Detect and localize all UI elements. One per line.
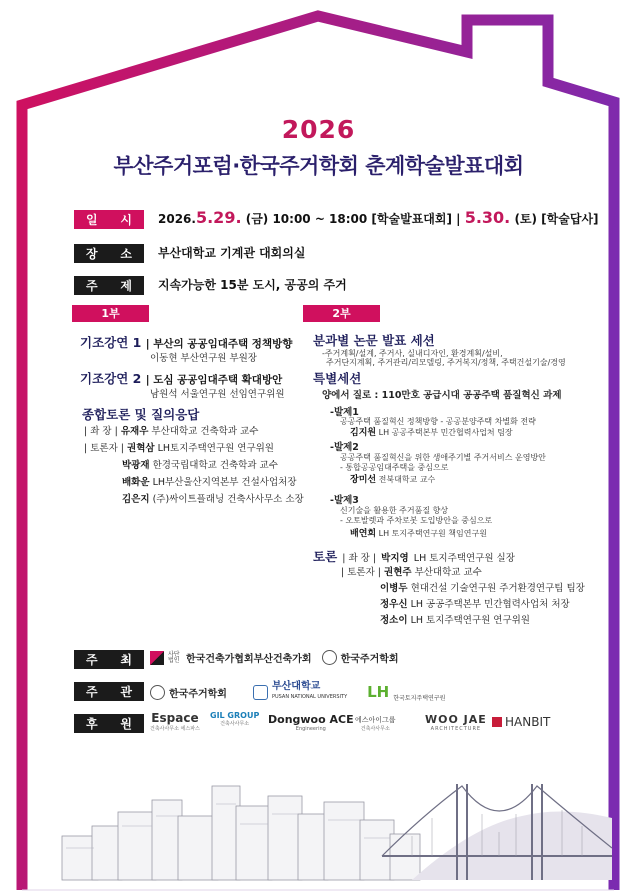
sponsor-dongwoo: Dongwoo ACE Engineering (268, 713, 354, 732)
sponsor-logos (150, 711, 580, 739)
keynote1-speaker: 이동현 부산연구원 부원장 (150, 353, 257, 364)
part2-label: 2부 (303, 305, 380, 322)
city-skyline-illustration (52, 756, 612, 886)
keynote2: 기조강연 2 | 도심 공공임대주택 확대방안 (80, 371, 283, 386)
sponsor-woojae: WOO JAE ARCHITECTURE (425, 713, 487, 732)
sponsor-label: 후 원 (74, 714, 144, 733)
title-main: 부산주거포럼·한국주거학회 춘계학술발표대회 (113, 154, 524, 178)
keynote1: 기조강연 1 | 부산의 공공임대주택 정책방향 (80, 335, 293, 350)
kha-emblem-icon (322, 650, 337, 665)
chair-row: | 좌 장 | 유재우 부산대학교 건축학과 교수 (84, 426, 259, 437)
talk1-topic: 공공주택 품질혁신 정책방향 - 공공분양주택 차별화 전략 (340, 417, 536, 426)
panel-row-3: 배화운 LH부산울산지역본부 건설사업처장 (122, 477, 297, 488)
pnu-emblem-icon (253, 685, 268, 700)
host-label: 주 최 (74, 650, 144, 669)
session-title: 분과별 논문 발표 세션 (313, 333, 435, 348)
panel-row-1: | 토론자 | 권혁삼 LH토지주택연구원 연구위원 (84, 443, 274, 454)
sponsor-espace: Espace 건축사사무소 에스파스 (150, 711, 200, 732)
date-label: 일 시 (74, 210, 144, 229)
talk3-topic2: - 오토발렛과 주차로봇 도입방안을 중심으로 (340, 516, 493, 525)
session-line1: -주거계획/설계, 주거사, 실내디자인, 환경계획/설비, (322, 349, 503, 358)
special-sub: 양에서 질로 : 110만호 공급시대 공공주택 품질혁신 과제 (322, 390, 562, 401)
disc2-panel-row-3: 정우신 LH 공공주택본부 민간협력사업처 처장 (380, 599, 570, 610)
talk1-label: -발제1 (330, 407, 359, 418)
lh-logo: LH (367, 683, 390, 701)
manage-label: 주 관 (74, 682, 144, 701)
manage-logos: 한국주거학회 부산대학교 PUSAN NATIONAL UNIVERSITY LH 한국토지주택연구원 (150, 682, 445, 702)
sponsor-gil: GIL GROUP 건축사사무소 (210, 711, 260, 727)
talk3-topic1: 신기술을 활용한 주거품질 향상 (340, 506, 449, 515)
disc2-panel-row-4: 정소이 LH 토지주택연구원 연구위원 (380, 615, 530, 626)
talk3-speaker: 배연희 LH 토지주택연구원 책임연구원 (350, 529, 487, 539)
kia-logo-icon (150, 651, 164, 665)
talk2-speaker: 장미선 전북대학교 교수 (350, 475, 436, 485)
panel-row-4: 김은지 (주)싸이트플래닝 건축사사무소 소장 (122, 494, 304, 505)
talk2-topic1: 공공주택 품질혁신을 위한 생애주기별 주거서비스 운영방안 (340, 453, 546, 462)
keynote2-speaker: 남원석 서울연구원 선임연구위원 (150, 389, 285, 400)
host-logos: 사단 법인 한국건축가협회부산건축가회 한국주거학회 (150, 650, 399, 665)
theme-label: 주 제 (74, 276, 144, 295)
disc2-panel-row-1: | 토론자 | 권현주 부산대학교 교수 (341, 567, 482, 578)
hanbit-logo-icon (492, 717, 502, 727)
session-line2: 주거단지계획, 주거관리/리모델링, 주거복지/정책, 주택건설기술/경영 (326, 358, 566, 367)
talk3-label: -발제3 (330, 495, 359, 506)
disc2-chair-row: 토론 | 좌 장 | 박지영 LH 토지주택연구원 실장 (313, 549, 515, 564)
date-text: 2026.5.29. (금) 10:00 ~ 18:00 [학술발표대회] | 5.30. (토) [학술답사] (158, 208, 599, 227)
theme-text: 지속가능한 15분 도시, 공공의 주거 (158, 278, 347, 292)
place-text: 부산대학교 기계관 대회의실 (158, 246, 306, 260)
disc2-panel-row-2: 이병두 현대건설 기술연구원 주거환경연구팀 팀장 (380, 583, 585, 594)
panel-row-2: 박광재 한경국립대학교 건축학과 교수 (122, 460, 278, 471)
kha-emblem-icon (150, 685, 165, 700)
discussion-title: 종합토론 및 질의응답 (82, 407, 200, 422)
sponsor-si: 에스아이그룹 건축사사무소 (355, 716, 396, 732)
talk2-topic2: - 통합공공임대주택을 중심으로 (340, 463, 449, 472)
special-title: 특별세션 (313, 371, 362, 386)
place-label: 장 소 (74, 244, 144, 263)
talk2-label: -발제2 (330, 442, 359, 453)
sponsor-hanbit: HANBIT (492, 715, 550, 729)
title-year: 2026 (281, 115, 356, 144)
part1-label: 1부 (72, 305, 149, 322)
talk1-speaker: 김지원 LH 공공주택본부 민간협력사업처 팀장 (350, 428, 513, 438)
